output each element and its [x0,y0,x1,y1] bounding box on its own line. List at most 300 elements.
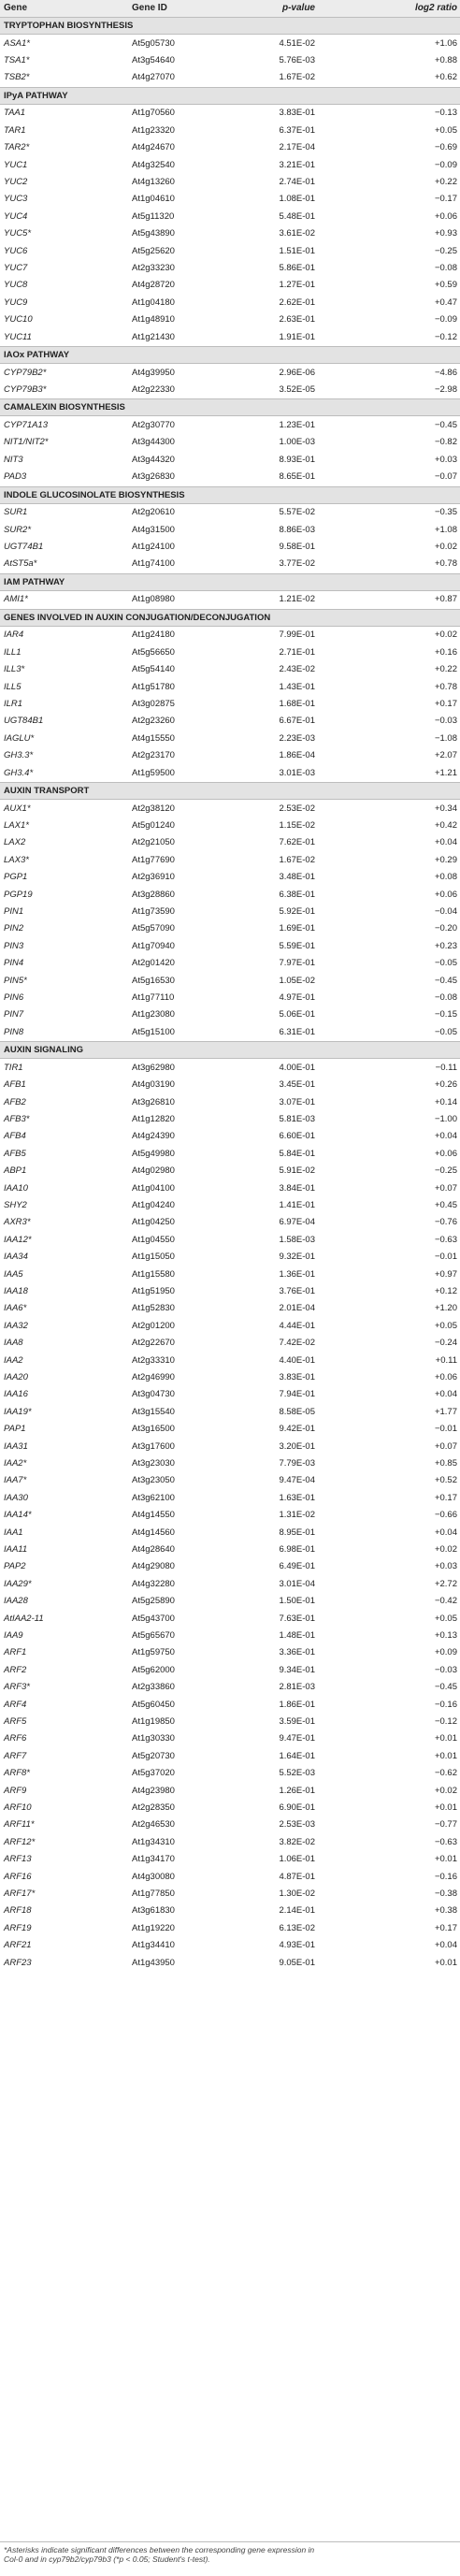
log2-ratio: −0.04 [434,906,457,917]
gene-id: At4g28720 [132,280,175,291]
p-value: 3.01E-04 [279,1578,315,1589]
p-value: 3.01E-03 [279,767,315,778]
gene-id: At5g49980 [132,1148,175,1159]
p-value: 2.96E-06 [279,367,315,378]
table-row [0,938,460,955]
log2-ratio: +0.05 [434,124,457,136]
p-value: 1.21E-02 [279,594,315,605]
gene-id: At1g15580 [132,1268,175,1280]
table-row [0,1283,460,1300]
table-row [0,1421,460,1438]
table-row [0,1628,460,1644]
p-value: 1.41E-01 [279,1200,315,1210]
section-header [0,609,460,627]
log2-ratio: +1.06 [434,37,457,49]
p-value: 8.95E-01 [279,1527,315,1538]
gene-name: ASA1* [4,37,30,49]
p-value: 2.71E-01 [279,646,315,658]
log2-ratio: −0.45 [434,420,457,430]
p-value: 6.13E-02 [279,1922,315,1933]
table-row [0,504,460,521]
log2-ratio: +0.17 [434,699,457,709]
table-row [0,1490,460,1507]
p-value: 1.36E-01 [279,1268,315,1280]
section-title: CAMALEXIN BIOSYNTHESIS [4,402,125,413]
table-row [0,417,460,434]
p-value: 5.84E-01 [279,1148,315,1159]
table-row [0,1386,460,1403]
p-value: 1.08E-01 [279,194,315,205]
p-value: 2.14E-01 [279,1905,315,1917]
gene-name: TIR1 [4,1062,23,1073]
log2-ratio: +0.14 [434,1096,457,1107]
p-value: 5.92E-01 [279,906,315,917]
gene-id: At2g30770 [132,420,175,430]
table-row [0,869,460,886]
p-value: 5.81E-03 [279,1114,315,1124]
log2-ratio: +0.26 [434,1079,457,1091]
gene-id: At2g20610 [132,507,175,518]
gene-id: At1g77850 [132,1889,175,1899]
gene-name: GH3.4* [4,767,34,778]
gene-id: At4g39950 [132,367,175,378]
gene-name: YUC11 [4,331,32,342]
p-value: 3.36E-01 [279,1647,315,1658]
table-row [0,157,460,174]
table-row [0,1163,460,1179]
gene-id: At1g15050 [132,1252,175,1263]
gene-id: At2g33310 [132,1354,175,1366]
p-value: 9.34E-01 [279,1664,315,1675]
gene-name: ARF3* [4,1682,30,1693]
section-title: IAM PATHWAY [4,576,65,587]
gene-id: At5g37020 [132,1768,175,1779]
gene-id: At1g23320 [132,124,175,136]
log2-ratio: +0.87 [434,594,457,605]
gene-id: At5g57090 [132,923,175,934]
log2-ratio: −2.98 [434,384,457,395]
gene-name: LAX3* [4,854,29,865]
gene-id: At5g11320 [132,210,175,222]
gene-id: At1g08980 [132,594,175,605]
log2-ratio: +0.47 [434,297,457,308]
log2-ratio: −0.35 [434,507,457,518]
gene-id: At1g19850 [132,1716,175,1727]
table-row [0,1146,460,1163]
table-row [0,696,460,713]
p-value: 5.86E-01 [279,263,315,273]
table-row [0,1679,460,1696]
gene-id: At1g24180 [132,630,175,641]
p-value: 6.90E-01 [279,1802,315,1813]
p-value: 8.86E-03 [279,524,315,535]
p-value: 9.47E-01 [279,1733,315,1744]
p-value: 6.97E-04 [279,1217,315,1228]
gene-name: TSA1* [4,55,30,65]
gene-name: IAA8 [4,1338,23,1349]
table-row [0,731,460,747]
table-row [0,713,460,730]
log2-ratio: +0.06 [434,889,457,900]
log2-ratio: +0.17 [434,1922,457,1933]
p-value: 1.31E-02 [279,1510,315,1521]
log2-ratio: −0.76 [434,1217,457,1228]
gene-id: At5g60450 [132,1699,175,1710]
table-row [0,522,460,539]
log2-ratio: −0.17 [434,194,457,205]
table-row [0,973,460,990]
table-row [0,191,460,208]
p-value: 6.67E-01 [279,716,315,727]
log2-ratio: +0.04 [434,1527,457,1538]
gene-name: PIN1 [4,906,24,917]
log2-ratio: +0.04 [434,1389,457,1400]
log2-ratio: +0.01 [434,1750,457,1761]
gene-id: At4g13260 [132,177,175,187]
gene-name: AUX1* [4,803,31,814]
gene-id: At3g23050 [132,1475,175,1486]
gene-name: ILR1 [4,699,23,709]
p-value: 2.81E-03 [279,1682,315,1693]
p-value: 3.83E-01 [279,108,315,119]
gene-id: At2g36910 [132,872,175,883]
gene-name: YUC1 [4,159,28,170]
p-value: 3.21E-01 [279,159,315,170]
gene-id: At1g52830 [132,1303,175,1314]
p-value: 1.23E-01 [279,420,315,430]
section-header [0,17,460,35]
log2-ratio: +0.11 [435,1354,457,1366]
table-row [0,920,460,937]
section-title: TRYPTOPHAN BIOSYNTHESIS [4,21,134,31]
gene-name: AFB5 [4,1148,26,1159]
p-value: 3.59E-01 [279,1716,315,1727]
gene-name: YUC7 [4,263,28,273]
p-value: 3.20E-01 [279,1440,315,1452]
gene-id: At5g16530 [132,975,175,986]
gene-id: At4g14550 [132,1510,175,1521]
gene-name: ARF10 [4,1802,32,1813]
table-row [0,69,460,86]
log2-ratio: +0.03 [434,1561,457,1572]
log2-ratio: −4.86 [434,367,457,378]
log2-ratio: +0.01 [434,1733,457,1744]
table-row [0,1558,460,1575]
gene-id: At5g62000 [132,1664,175,1675]
gene-name: PAD3 [4,471,27,483]
p-value: 2.01E-04 [279,1303,315,1314]
gene-id: At3g62100 [132,1492,175,1503]
log2-ratio: +0.62 [434,72,457,83]
log2-ratio: +0.12 [434,1286,457,1296]
log2-ratio: −1.08 [434,732,457,744]
log2-ratio: −0.05 [434,1026,457,1037]
table-row [0,1816,460,1833]
gene-name: ARF18 [4,1905,32,1917]
gene-name: PIN5* [4,975,27,986]
log2-ratio: +0.07 [434,1182,457,1194]
table-row [0,1249,460,1266]
table-row [0,679,460,696]
p-value: 5.48E-01 [279,210,315,222]
gene-name: PIN4 [4,958,24,969]
table-row [0,1920,460,1937]
gene-name: YUC8 [4,280,28,291]
gene-name: AFB2 [4,1096,26,1107]
gene-id: At4g32280 [132,1578,175,1589]
p-value: 8.93E-01 [279,454,315,465]
table-row [0,1369,460,1386]
gene-name: ARF13 [4,1854,32,1865]
p-value: 2.43E-02 [279,664,315,675]
gene-name: ARF7 [4,1750,27,1761]
table-row [0,1662,460,1679]
log2-ratio: +2.72 [434,1578,457,1589]
log2-ratio: −0.03 [434,1664,457,1675]
log2-ratio: +0.78 [434,558,457,570]
p-value: 4.51E-02 [279,37,315,49]
gene-name: IAA14* [4,1510,32,1521]
log2-ratio: −0.16 [434,1871,457,1882]
gene-id: At1g23080 [132,1009,175,1020]
gene-id: At3g04730 [132,1389,175,1400]
gene-name: IAA31 [4,1440,28,1452]
gene-name: IAA29* [4,1578,32,1589]
gene-name: ARF17* [4,1889,36,1899]
gene-name: LAX2 [4,837,26,848]
gene-name: ARF23 [4,1957,32,1968]
gene-name: ARF9 [4,1785,27,1796]
gene-name: GH3.3* [4,750,34,761]
log2-ratio: +0.02 [434,1544,457,1555]
table-row [0,801,460,818]
gene-id: At1g04610 [132,194,175,205]
gene-name: IAA2 [4,1354,23,1366]
gene-name: ARF1 [4,1647,27,1658]
p-value: 1.63E-01 [279,1492,315,1503]
table-row [0,365,460,382]
log2-ratio: −1.00 [434,1114,457,1124]
gene-name: PGP1 [4,872,28,883]
section-header [0,346,460,364]
gene-name: IAA28 [4,1596,28,1607]
gene-id: At2g46990 [132,1372,175,1382]
log2-ratio: +0.13 [434,1630,457,1641]
gene-id: At2g21050 [132,837,175,848]
p-value: 1.50E-01 [279,1596,315,1607]
log2-ratio: +0.01 [434,1802,457,1813]
p-value: 3.48E-01 [279,872,315,883]
table-row [0,139,460,156]
table-row [0,469,460,485]
gene-id: At2g22670 [132,1338,175,1349]
table-row [0,1266,460,1283]
gene-name: SUR1 [4,507,28,518]
gene-id: At1g04180 [132,297,175,308]
section-header [0,782,460,800]
header-gene-id: Gene ID [132,3,167,13]
table-row [0,1644,460,1661]
log2-ratio: −0.25 [434,245,457,256]
gene-id: At1g74100 [132,558,175,570]
gene-id: At1g51780 [132,681,175,692]
gene-name: PIN8 [4,1026,24,1037]
gene-name: ILL5 [4,681,22,692]
gene-name: IAA20 [4,1372,28,1382]
p-value: 1.26E-01 [279,1785,315,1796]
p-value: 3.61E-02 [279,228,315,239]
p-value: 4.00E-01 [279,1062,315,1073]
gene-name: YUC5* [4,228,32,239]
table-row [0,1593,460,1610]
p-value: 1.51E-01 [279,245,315,256]
gene-id: At4g23980 [132,1785,175,1796]
log2-ratio: +0.97 [434,1268,457,1280]
table-header [0,0,460,17]
table-row [0,1955,460,1972]
table-row [0,452,460,469]
log2-ratio: +0.93 [434,228,457,239]
gene-id: At1g51950 [132,1286,175,1296]
p-value: 5.57E-02 [279,507,315,518]
section-header [0,486,460,504]
p-value: 3.83E-01 [279,1372,315,1382]
gene-name: IAA5 [4,1268,23,1280]
log2-ratio: +0.45 [434,1200,457,1210]
table-row [0,1094,460,1111]
p-value: 3.82E-02 [279,1836,315,1847]
log2-ratio: +1.08 [434,524,457,535]
gene-name: YUC9 [4,297,28,308]
gene-name: LAX1* [4,820,29,831]
gene-name: YUC10 [4,314,33,326]
gene-name: ARF8* [4,1768,30,1779]
section-title: AUXIN TRANSPORT [4,786,90,796]
log2-ratio: +0.06 [434,210,457,222]
p-value: 4.87E-01 [279,1871,315,1882]
table-row [0,834,460,851]
table-row [0,818,460,834]
gene-name: AtIAA2-11 [4,1613,44,1624]
log2-ratio: −0.12 [434,1716,457,1727]
footnote-line: Col-0 and in cyp79b2/cyp79b3 (*p < 0.05; Student's t-test). [4,2554,210,2564]
table-row [0,1214,460,1231]
table-row [0,295,460,311]
gene-id: At3g23030 [132,1458,175,1469]
section-header [0,398,460,416]
gene-name: IAA30 [4,1492,28,1503]
log2-ratio: +2.07 [434,750,457,761]
log2-ratio: +0.04 [434,1940,457,1951]
p-value: 5.59E-01 [279,940,315,951]
gene-id: At2g23170 [132,750,175,761]
gene-name: PIN6 [4,992,24,1003]
p-value: 9.47E-04 [279,1475,315,1486]
log2-ratio: −0.08 [434,263,457,273]
gene-id: At1g59750 [132,1647,175,1658]
p-value: 1.69E-01 [279,923,315,934]
table-row [0,1024,460,1041]
gene-name: ARF16 [4,1871,32,1882]
gene-id: At2g01420 [132,958,175,969]
gene-id: At5g43700 [132,1613,175,1624]
log2-ratio: −0.03 [434,716,457,727]
table-row [0,556,460,572]
gene-id: At3g44320 [132,454,175,465]
gene-name: CYP71A13 [4,420,49,430]
p-value: 3.45E-01 [279,1079,315,1091]
p-value: 9.05E-01 [279,1957,315,1968]
gene-name: ARF21 [4,1940,32,1951]
log2-ratio: +0.22 [434,664,457,675]
p-value: 9.32E-01 [279,1252,315,1263]
log2-ratio: +0.02 [434,1785,457,1796]
p-value: 1.67E-02 [279,72,315,83]
log2-ratio: +0.01 [434,1957,457,1968]
log2-ratio: +0.06 [434,1372,457,1382]
table-row [0,174,460,191]
table-row [0,1886,460,1903]
gene-name: ARF5 [4,1716,27,1727]
p-value: 1.86E-01 [279,1699,315,1710]
section-title: IAOx PATHWAY [4,350,70,360]
gene-id: At2g33230 [132,263,175,273]
log2-ratio: −0.69 [434,142,457,153]
p-value: 7.99E-01 [279,630,315,641]
p-value: 4.97E-01 [279,992,315,1003]
p-value: 2.23E-03 [279,732,315,744]
p-value: 8.65E-01 [279,471,315,483]
header-log2-ratio: log2 ratio [414,3,457,13]
gene-id: At1g34170 [132,1854,175,1865]
gene-name: CYP79B2* [4,367,47,378]
gene-name: PAP2 [4,1561,26,1572]
gene-id: At2g38120 [132,803,175,814]
log2-ratio: −0.20 [434,923,457,934]
gene-id: At3g16500 [132,1424,175,1435]
gene-name: IAA18 [4,1286,28,1296]
gene-name: ARF6 [4,1733,27,1744]
p-value: 2.17E-04 [279,142,315,153]
log2-ratio: −0.01 [434,1424,457,1435]
log2-ratio: +0.04 [434,1131,457,1142]
p-value: 5.06E-01 [279,1009,315,1020]
gene-id: At3g15540 [132,1406,175,1417]
p-value: 1.91E-01 [279,331,315,342]
gene-id: At4g32540 [132,159,175,170]
p-value: 7.79E-03 [279,1458,315,1469]
table-row [0,1472,460,1489]
section-title: IPyA PATHWAY [4,90,68,101]
gene-id: At5g43890 [132,228,175,239]
gene-name: CYP79B3* [4,384,47,395]
table-row [0,209,460,225]
log2-ratio: −0.12 [434,331,457,342]
log2-ratio: −0.25 [434,1165,457,1177]
gene-id: At1g19220 [132,1922,175,1933]
gene-name: IAR4 [4,630,24,641]
gene-name: YUC6 [4,245,28,256]
table-row [0,1800,460,1816]
table-row [0,591,460,608]
log2-ratio: −0.77 [434,1819,457,1831]
log2-ratio: −0.38 [434,1889,457,1899]
gene-id: At4g31500 [132,524,175,535]
p-value: 1.58E-03 [279,1234,315,1245]
table-row [0,1730,460,1747]
gene-name: SHY2 [4,1200,27,1210]
table-row [0,1006,460,1023]
